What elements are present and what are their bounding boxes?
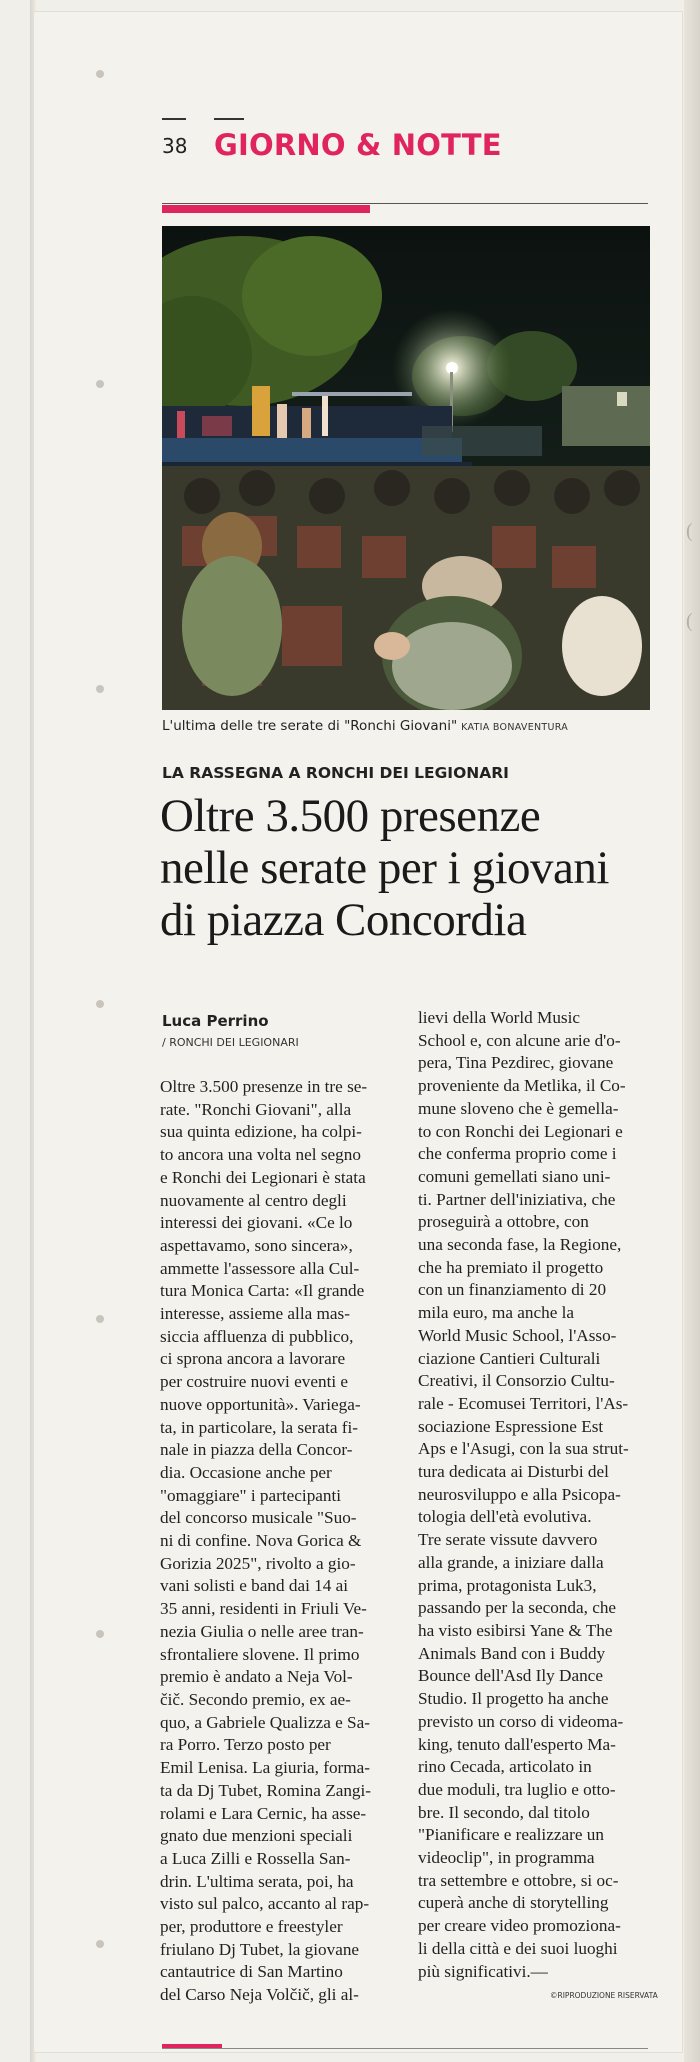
photo-caption-row [162, 718, 652, 734]
article-text-line: rolami e Lara Cernic, ha asse- [160, 1803, 367, 1823]
article-text-line: tura dedicata ai Disturbi del [418, 1462, 609, 1482]
article-text-line: li della città e dei suoi luoghi [418, 1938, 618, 1958]
article-text-line: ta da Dj Tubet, Romina Zangi- [160, 1780, 372, 1800]
article-text-line: premio è andato a Neja Vol- [160, 1667, 353, 1687]
article-text-line: tologia dell'età evolutiva. [418, 1507, 592, 1527]
article-column-1 [160, 1076, 392, 2007]
article-text-line: neurosviluppo e alla Psicopa- [418, 1484, 621, 1504]
scan-mark [96, 1630, 104, 1638]
article-text-line: School e, con alcune arie d'o- [418, 1030, 621, 1050]
article-author: Luca Perrino [162, 1012, 269, 1030]
article-text-line: prima, protagonista Luk3, [418, 1575, 597, 1595]
article-text-line: Bounce dell'Asd Ily Dance [418, 1666, 603, 1686]
article-text-line: sociazione Espressione Est [418, 1416, 604, 1436]
article-text-line: ha visto esibirsi Yane & The [418, 1620, 613, 1640]
headline-line: di piazza Concordia [160, 894, 527, 946]
article-photo [162, 226, 650, 710]
article-text-line: tura Monica Carta: «Il grande [160, 1281, 365, 1301]
article-text-line: alla grande, a iniziare dalla [418, 1552, 604, 1572]
article-text-line: proseguirà a ottobre, con [418, 1212, 589, 1232]
article-text-line: quo, a Gabriele Qualizza e Sa- [160, 1712, 370, 1732]
article-kicker: LA RASSEGNA A RONCHI DEI LEGIONARI [162, 764, 509, 782]
header-rule [214, 118, 244, 120]
article-text-line: king, tenuto dall'esperto Ma- [418, 1734, 616, 1754]
scan-mark [96, 70, 104, 78]
section-rule [162, 203, 648, 204]
article-text-line: dia. Occasione anche per [160, 1462, 332, 1482]
article-text-line: per costruire nuovi eventi e [160, 1372, 349, 1392]
article-column-2 [418, 1007, 650, 1983]
article-text-line: ciazione Cantieri Culturali [418, 1348, 601, 1368]
article-text-line: rale - Ecomusei Territori, l'As- [418, 1393, 629, 1413]
article-text-line: Aps e l'Asugi, con la sua strut- [418, 1439, 629, 1459]
article-text-line: passando per la seconda, che [418, 1598, 617, 1618]
article-text-line: rate. "Ronchi Giovani", alla [160, 1099, 352, 1119]
article-text-line: con un finanziamento di 20 [418, 1280, 607, 1300]
article-text-line: nuove opportunità». Variega- [160, 1394, 361, 1414]
article-text-line: visto sul palco, accanto al rap- [160, 1894, 370, 1914]
article-text-line: che ha premiato il progetto [418, 1257, 604, 1277]
page-number: 38 [162, 134, 188, 158]
article-text-line: World Music School, l'Asso- [418, 1325, 617, 1345]
article-text-line: videoclip", in programma [418, 1848, 595, 1868]
article-text-line: sua quinta edizione, ha colpi- [160, 1122, 362, 1142]
headline-line: Oltre 3.500 presenze [160, 790, 541, 842]
scan-mark [96, 1000, 104, 1008]
article-text-line: bre. Il secondo, dal titolo [418, 1802, 590, 1822]
article-text-line: interesse, assieme alla mas- [160, 1304, 350, 1324]
article-text-line: 35 anni, residenti in Friuli Ve- [160, 1599, 367, 1619]
article-text-line: Gorizia 2025", rivolto a gio- [160, 1553, 356, 1573]
article-text-line: più significativi.— [418, 1961, 548, 1981]
article-text-line: aspettavamo, sono sincera», [160, 1235, 353, 1255]
article-text-line: Creativi, il Consorzio Cultu- [418, 1371, 615, 1391]
article-text-line: nale in piazza della Concor- [160, 1440, 353, 1460]
article-text-line: friulano Dj Tubet, la giovane [160, 1939, 360, 1959]
header-rule [162, 118, 186, 120]
article-text-line: ci sprona ancora a lavorare [160, 1349, 346, 1369]
article-text-line: pera, Tina Pezdirec, giovane [418, 1053, 614, 1073]
article-text-line: nezia Giulia o nelle aree tran- [160, 1621, 364, 1641]
article-text-line: Emil Lenisa. La giuria, forma- [160, 1758, 370, 1778]
article-location: / RONCHI DEI LEGIONARI [162, 1036, 299, 1049]
article-text-line: gnato due menzioni speciali [160, 1826, 353, 1846]
adjacent-page-bleed: ( [686, 520, 693, 542]
article-text-line: ti. Partner dell'iniziativa, che [418, 1189, 616, 1209]
article-text-line: per creare video promoziona- [418, 1916, 621, 1936]
article-text-line: Animals Band con i Buddy [418, 1643, 606, 1663]
article-text-line: Oltre 3.500 presenze in tre se- [160, 1077, 368, 1096]
article-text-line: ta, in particolare, la serata fi- [160, 1417, 359, 1437]
scan-mark [96, 1315, 104, 1323]
article-text-line: mila euro, ma anche la [418, 1303, 575, 1323]
article-text-line: due moduli, tra luglio e otto- [418, 1779, 616, 1799]
article-text-line: ammette l'assessore alla Cul- [160, 1258, 360, 1278]
article-text-line: cantautrice di San Martino [160, 1962, 343, 1982]
article-text-line: "omaggiare" i partecipanti [160, 1485, 342, 1505]
article-text-line: ra Porro. Terzo posto per [160, 1735, 331, 1755]
article-text-line: sfrontaliere slovene. Il primo [160, 1644, 360, 1664]
photo-caption: L'ultima delle tre serate di "Ronchi Giovani" [162, 718, 458, 734]
article-text-line: to ancora una volta nel segno [160, 1145, 361, 1165]
article-text-line: drin. L'ultima serata, poi, ha [160, 1871, 354, 1891]
article-headline [160, 790, 660, 946]
article-text-line: e Ronchi dei Legionari è stata [160, 1167, 366, 1187]
article-text-line: vani solisti e band dai 14 ai [160, 1576, 349, 1596]
article-text-line: lievi della World Music [418, 1008, 581, 1027]
scan-mark [96, 1940, 104, 1948]
article-text-line: čič. Secondo premio, ex ae- [160, 1689, 351, 1709]
section-accent-bar [162, 205, 370, 213]
article-text-line: Tre serate vissute davvero [418, 1530, 598, 1550]
article-text-line: nuovamente al centro degli [160, 1190, 347, 1210]
article-text-line: che conferma proprio come i [418, 1144, 617, 1164]
article-text-line: siccia affluenza di pubblico, [160, 1326, 354, 1346]
scan-mark [96, 380, 104, 388]
photo-credit: KATIA BONAVENTURA [461, 722, 569, 733]
article-text-line: interessi dei giovani. «Ce lo [160, 1213, 353, 1233]
article-text-line: mune sloveno che è gemella- [418, 1098, 619, 1118]
article-text-line: del concorso musicale "Suo- [160, 1508, 357, 1528]
page-right-edge [684, 0, 700, 2062]
article-text-line: rino Cecada, articolato in [418, 1757, 592, 1777]
article-text-line: to con Ronchi dei Legionari e [418, 1121, 623, 1141]
article-text-line: Studio. Il progetto ha anche [418, 1689, 609, 1709]
headline-line: nelle serate per i giovani [160, 842, 609, 894]
adjacent-page-bleed: ( [686, 610, 693, 632]
article-text-line: a Luca Zilli e Rossella San- [160, 1848, 351, 1868]
copyright-note: ©RIPRODUZIONE RISERVATA [550, 1991, 658, 2000]
article-text-line: cuperà anche di storytelling [418, 1893, 609, 1913]
section-title: GIORNO & NOTTE [214, 128, 502, 162]
article-text-line: "Pianificare e realizzare un [418, 1825, 604, 1845]
article-text-line: ni di confine. Nova Gorica & [160, 1531, 362, 1551]
footer-rule [162, 2048, 648, 2049]
article-text-line: una seconda fase, la Regione, [418, 1235, 622, 1255]
article-text-line: proveniente da Metlika, il Co- [418, 1076, 626, 1096]
scan-mark [96, 685, 104, 693]
article-text-line: previsto un corso di videoma- [418, 1711, 624, 1731]
article-text-line: comuni gemellati siano uni- [418, 1166, 611, 1186]
article-text-line: tra settembre e ottobre, si oc- [418, 1870, 619, 1890]
article-text-line: per, produttore e freestyler [160, 1917, 343, 1937]
article-text-line: del Carso Neja Volčič, gli al- [160, 1985, 359, 2005]
